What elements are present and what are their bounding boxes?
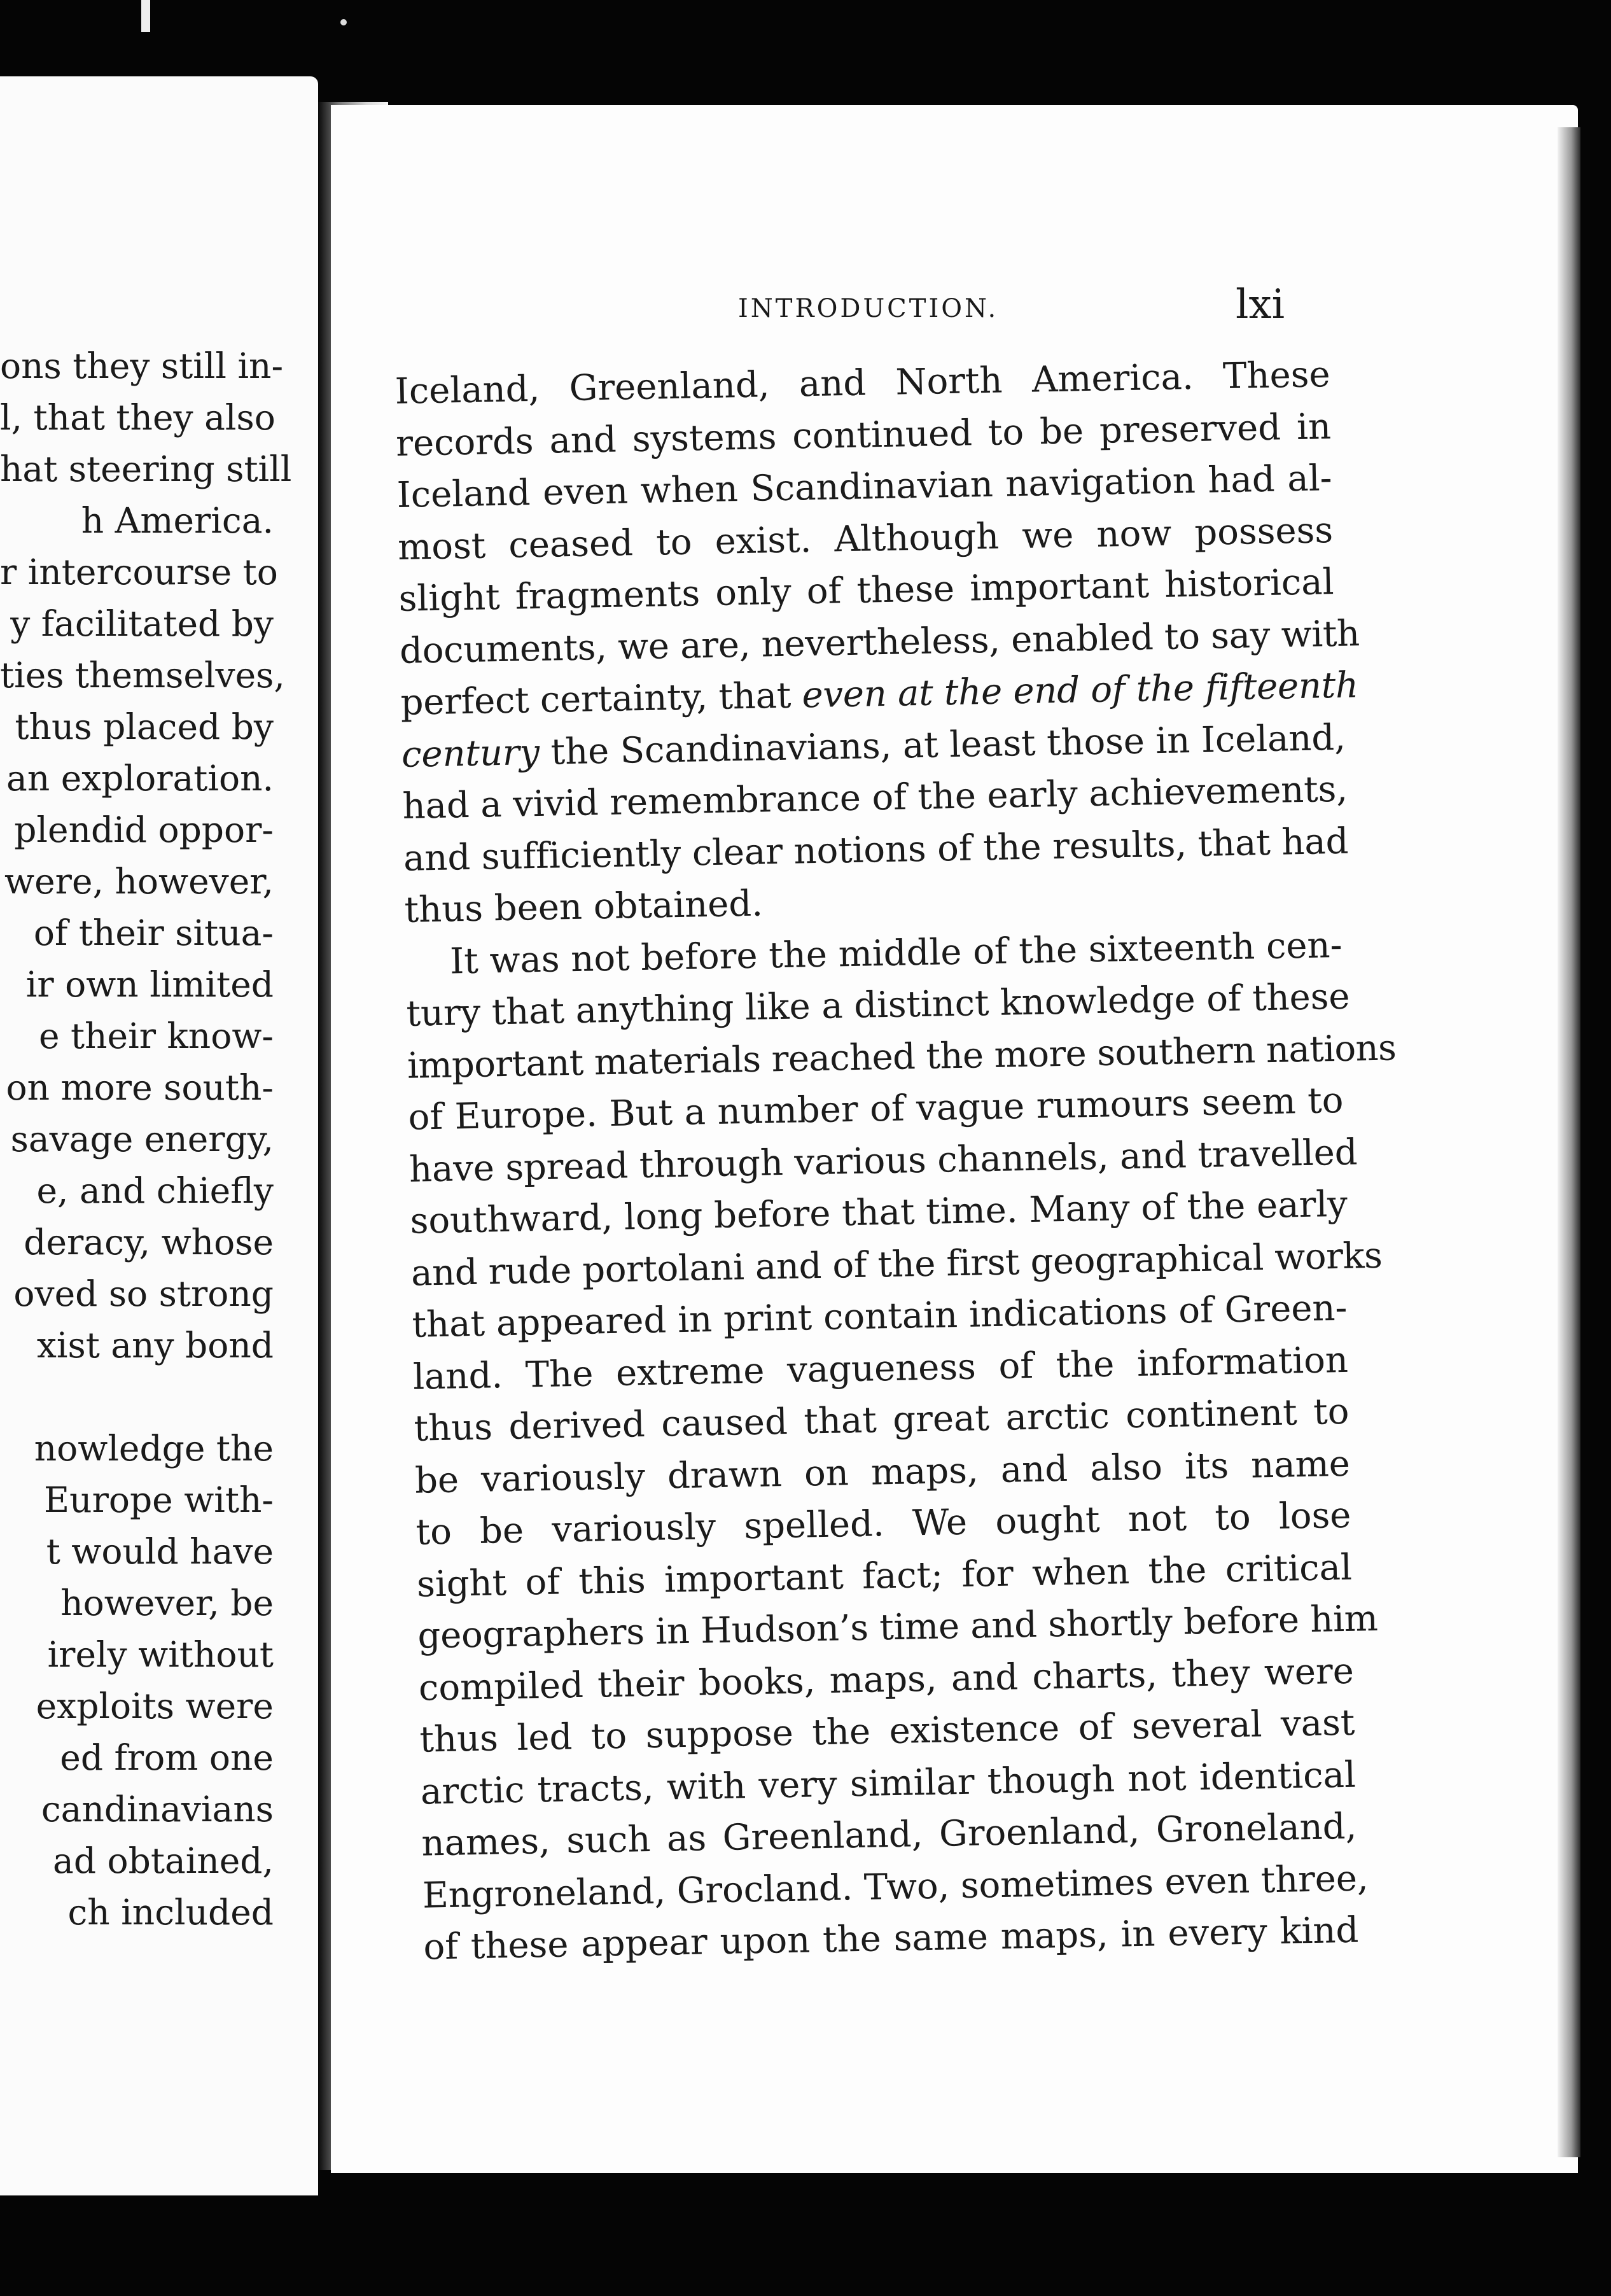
text-line: irely without [47, 1634, 274, 1675]
text-run: perfect certainty, that [400, 675, 803, 724]
text-line: ir own limited [25, 964, 274, 1005]
text-line: names, such as Greenland, Groenland, Groneland, [421, 1805, 1357, 1865]
text-line: exploits were [36, 1686, 274, 1726]
text-line: most ceased to exist. Although we now possess [397, 509, 1334, 568]
text-line: documents, we are, nevertheless, enabled to say with [399, 612, 1360, 672]
text-line: of Europe. But a number of vague rumours seem to [408, 1079, 1344, 1138]
text-line: an exploration. [6, 758, 274, 799]
text-line: geographers in Hudson’s time and shortly before him [417, 1598, 1379, 1657]
body-text [394, 349, 1397, 1973]
text-line: ch included [67, 1892, 274, 1933]
text-line: arctic tracts, with very similar though not identical [420, 1754, 1356, 1813]
text-line: l, that they also [0, 397, 275, 438]
left-page-text [0, 340, 292, 1938]
text-line: Iceland even when Scandinavian navigation had al- [396, 458, 1333, 516]
text-line: thus placed by [15, 706, 274, 747]
text-line: Engroneland, Grocland. Two, sometimes even three, [422, 1857, 1369, 1917]
text-line: and rude portolani and of the first geographical works [410, 1235, 1383, 1294]
text-line: on more south- [6, 1067, 274, 1108]
text-line: and sufficiently clear notions of the results, that had [403, 820, 1349, 879]
text-line: sight of this important fact; for when the critical [416, 1546, 1353, 1606]
text-line: that appeared in print contain indications of Green- [412, 1287, 1348, 1346]
text-line: land. The extreme vagueness of the information [412, 1339, 1349, 1398]
italic-text-run: century [401, 731, 540, 776]
text-run: the Scandinavians, at least those in Iceland, [539, 717, 1346, 773]
text-line: however, be [60, 1583, 274, 1623]
text-line: ties themselves, [0, 655, 285, 696]
text-line: ed from one [60, 1737, 274, 1778]
text-line: e their know- [39, 1016, 274, 1056]
italic-text-run: even at the end of the fifteenth [801, 664, 1359, 717]
text-line: h America. [81, 500, 274, 541]
text-line: be variously drawn on maps, and also its name [414, 1443, 1351, 1502]
running-head: INTRODUCTION. [738, 294, 999, 323]
text-line: thus been obtained. [404, 883, 764, 931]
text-line: tury that anything like a distinct knowledge of these [406, 976, 1350, 1035]
text-line: of these appear upon the same maps, in every kind [422, 1909, 1359, 1968]
text-line: Iceland, Greenland, and North America. These [394, 354, 1331, 412]
text-line: thus led to suppose the existence of several vast [419, 1702, 1355, 1761]
page-number: lxi [1236, 281, 1285, 328]
text-line: records and systems continued to be preserved in [395, 405, 1332, 465]
text-line: southward, long before that time. Many of the early [410, 1183, 1348, 1242]
text-line: e, and chiefly [36, 1170, 274, 1211]
scan-artifact [141, 0, 150, 32]
text-line: oved so strong [13, 1273, 274, 1314]
text-line: hat steering still [0, 449, 292, 489]
text-line: y facilitated by [10, 603, 274, 644]
text-line: ons they still in- [0, 346, 284, 386]
text-line: xist any bond [36, 1325, 274, 1366]
scan-artifact [340, 19, 347, 25]
text-line: It was not before the middle of the sixteenth cen- [449, 924, 1342, 983]
text-line: compiled their books, maps, and charts, they were [418, 1650, 1355, 1709]
text-line: ad obtained, [53, 1840, 274, 1881]
text-line: t would have [46, 1531, 274, 1572]
text-line: of their situa- [33, 913, 274, 953]
text-line: plendid oppor- [14, 809, 274, 850]
left-page [0, 76, 318, 2195]
text-line: have spread through various channels, and travelled [408, 1131, 1358, 1191]
text-line: thus derived caused that great arctic continent to [414, 1390, 1349, 1450]
text-line: deracy, whose [24, 1222, 274, 1263]
text-line: candinavians [41, 1789, 274, 1830]
text-line: slight fragments only of these important historical [398, 561, 1335, 620]
text-line: were, however, [4, 861, 274, 902]
page-edge [1558, 127, 1580, 2157]
text-line: important materials reached the more southern nations [407, 1026, 1397, 1087]
paragraph-gap [0, 1371, 274, 1423]
text-line: nowledge the [34, 1428, 274, 1469]
text-line: had a vivid remembrance of the early achievements, [402, 768, 1348, 827]
text-line: savage energy, [10, 1119, 274, 1159]
text-line: to be variously spelled. We ought not to lose [415, 1494, 1351, 1553]
text-line: r intercourse to [0, 552, 278, 592]
text-line: Europe with- [44, 1480, 274, 1520]
